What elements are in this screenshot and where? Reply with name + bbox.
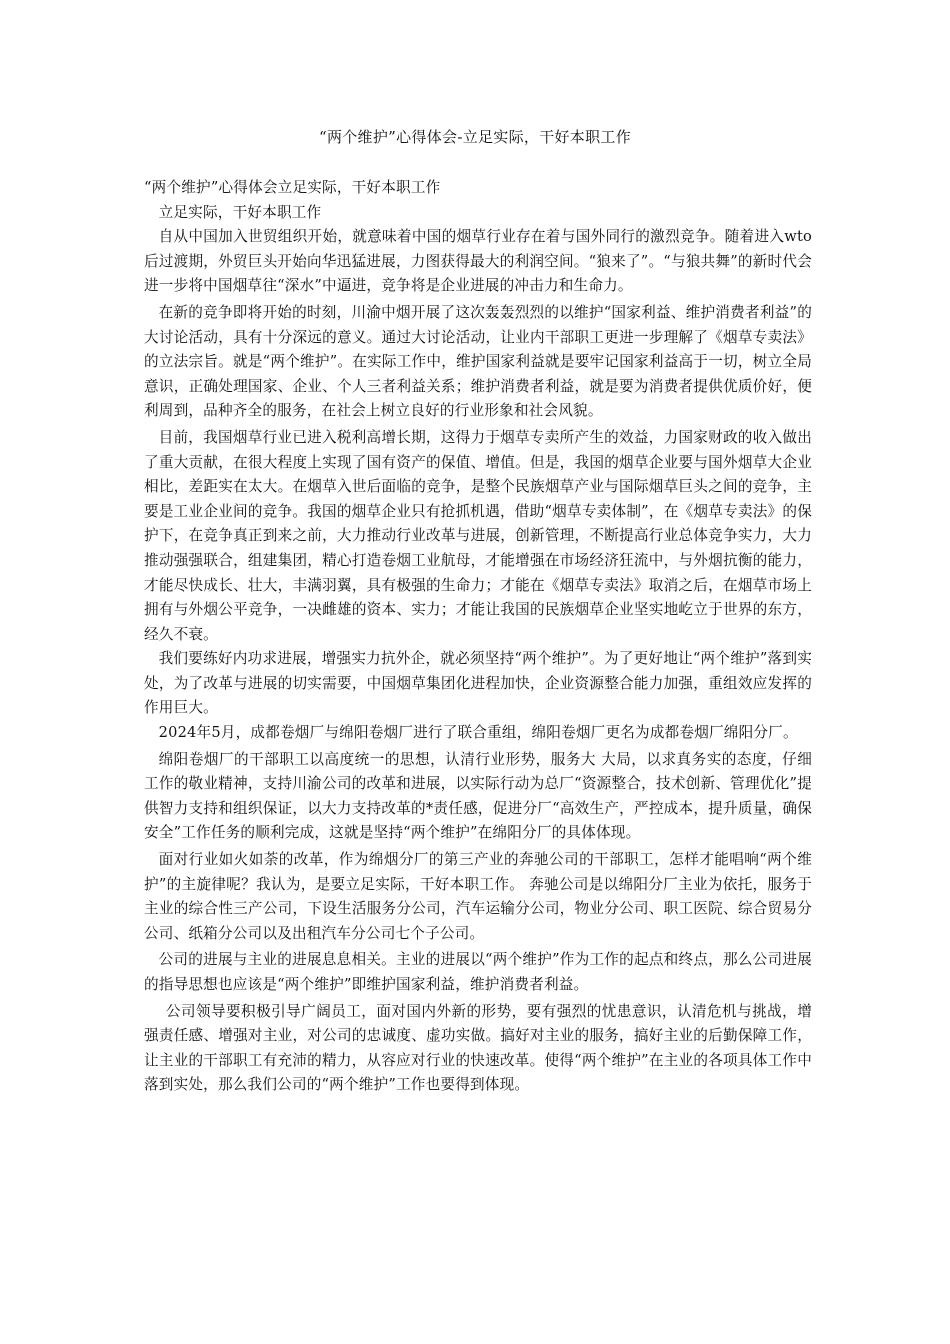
paragraph: 在新的竞争即将开始的时刻，川渝中烟开展了这次轰轰烈烈的以维护“国家利益、维护消费者利益”的大讨论活动，具有十分深远的意义。通过大讨论活动，让业内干部职工更进一步理解了《烟草专卖法》的立法宗旨。就是“两个维护”。在实际工作中，维护国家利益就是要牢记国家利益高于一切，树立全局意识，正确处理国家、企业、个人三者利益关系；维护消费者利益，就是要为消费者提供优质价好，便利周到，品种齐全的服务，在社会上树立良好的行业形象和社会风貌。	[144, 303, 812, 420]
paragraph: 2024年5月，成都卷烟厂与绵阳卷烟厂进行了联合重组，绵阳卷烟厂更名为成都卷烟厂绵阳分厂。	[158, 724, 798, 742]
paragraph: 绵阳卷烟厂的干部职工以高度统一的思想，认清行业形势，服务大 大局，以求真务实的态度，仔细工作的敬业精神，支持川渝公司的改革和进展，以实际行动为总厂“资源整合，技术创新、管理优化”提供智力支持和组织保证，以大力支持改革的*责任感，促进分厂“高效生产，严控成本，提升质量，确保安全”工作任务的顺利完成，这就是坚持“两个维护”在绵阳分厂的具体体现。	[144, 750, 812, 842]
document-body	[144, 176, 812, 1098]
paragraph: 面对行业如火如荼的改革，作为绵烟分厂的第三产业的奔驰公司的干部职工，怎样才能唱响“两个维护”的主旋律呢？我认为，是要立足实际，干好本职工作。 奔驰公司是以绵阳分厂主业为依托，服务于主业的综合性三产公司，下设生活服务分公司，汽车运输分公司，物业分公司、职工医院、综合贸易分公司、纸箱分公司以及出租汽车分公司七个子公司。	[144, 851, 812, 942]
document-subtitle: “两个维护”心得体会立足实际，干好本职工作	[144, 179, 441, 196]
paragraph: 我们要练好内功求进展，增强实力抗外企，就必须坚持“两个维护”。为了更好地让“两个维护”落到实处，为了改革与进展的切实需要，中国烟草集团化进程加快，企业资源整合能力加强，重组效应发挥的作用巨大。	[144, 650, 812, 717]
paragraph: 自从中国加入世贸组织开始，就意味着中国的烟草行业存在着与国外同行的激烈竞争。随着进入wto后过渡期，外贸巨头开始向华迅猛进展，力图获得最大的利润空间。“狼来了”。“与狼共舞”的新时代会进一步将中国烟草往“深水”中逼进，竞争将是企业进展的冲击力和生命力。	[144, 228, 812, 295]
document-heading: 立足实际，干好本职工作	[158, 203, 322, 221]
paragraph: 目前，我国烟草行业已进入税利高增长期，这得力于烟草专卖所产生的效益，力国家财政的收入做出了重大贡献，在很大程度上实现了国有资产的保值、增值。但是，我国的烟草企业要与国外烟草大企业相比，差距实在太大。在烟草入世后面临的竞争，是整个民族烟草产业与国际烟草巨头之间的竞争，主要是工业企业间的竞争。我国的烟草企业只有抢抓机遇，借助“烟草专卖体制”，在《烟草专卖法》的保护下，在竞争真正到来之前，大力推动行业改革与进展，创新管理，不断提高行业总体竞争实力，大力推动强强联合，组建集团，精心打造卷烟工业航母，才能增强在市场经济狂流中，与外烟抗衡的能力，才能尽快成长、壮大，丰满羽翼，具有极强的生命力；才能在《烟草专卖法》取消之后，在烟草市场上拥有与外烟公平竞争，一决雌雄的资本、实力；才能让我国的民族烟草企业坚实地屹立于世界的东方，经久不衰。	[144, 428, 812, 643]
document-title: “两个维护”心得体会-立足实际，干好本职工作	[318, 128, 631, 146]
paragraph: 公司的进展与主业的进展息息相关。主业的进展以“两个维护”作为工作的起点和终点，那么公司进展的指导思想也应该是“两个维护”即维护国家利益，维护消费者利益。	[144, 951, 812, 993]
paragraph: 公司领导要积极引导广阔员工，面对国内外新的形势，要有强烈的忧患意识，认清危机与挑战，增强责任感、增强对主业，对公司的忠诚度、虚功实做。搞好对主业的服务，搞好主业的后勤保障工作，让主业的干部职工有充沛的精力，从容应对行业的快速改革。使得“两个维护”在主业的各项具体工作中落到实处，那么我们公司的“两个维护”工作也要得到体现。	[144, 1002, 812, 1094]
